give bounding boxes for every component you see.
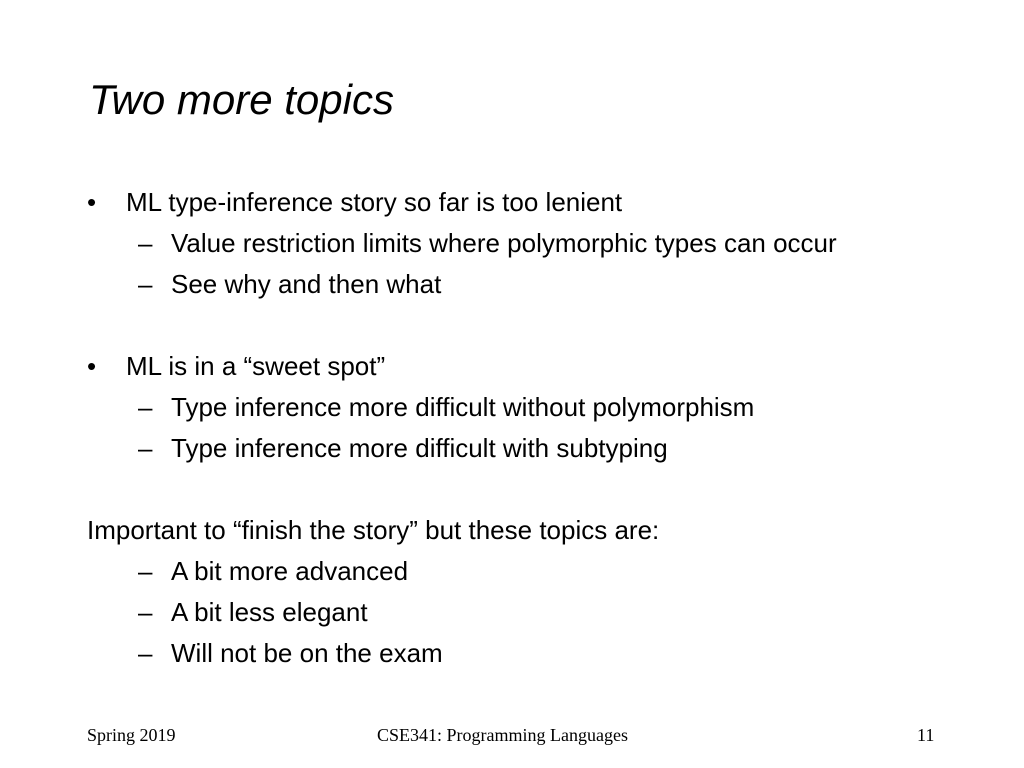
bullet-marker: • [87, 187, 97, 217]
bullet-1-sub-2-text: See why and then what [171, 269, 442, 299]
footer-date: Spring 2019 [87, 725, 176, 745]
bullet-1-sub-1-text: Value restriction limits where polymorphic types can occur [171, 228, 837, 258]
note-sub-1-text: A bit more advanced [171, 556, 409, 586]
bullet-2-sub-1-text: Type inference more difficult without polymorphism [171, 392, 755, 422]
sub-bullet-marker: – [138, 433, 153, 463]
bullet-2-sub-2-text: Type inference more difficult with subtyping [171, 433, 668, 463]
note-sub-2-text: A bit less elegant [171, 597, 368, 627]
slide-title: Two more topics [89, 76, 394, 123]
note-sub-3-text: Will not be on the exam [171, 638, 443, 668]
sub-bullet-marker: – [138, 638, 153, 668]
sub-bullet-marker: – [138, 597, 153, 627]
bullet-1-text: ML type-inference story so far is too lenient [126, 187, 623, 217]
sub-bullet-marker: – [138, 269, 153, 299]
sub-bullet-marker: – [138, 228, 153, 258]
sub-bullet-marker: – [138, 556, 153, 586]
note-text: Important to “finish the story” but these topics are: [87, 515, 660, 545]
footer-course: CSE341: Programming Languages [377, 725, 628, 745]
footer-page-number: 11 [917, 725, 935, 745]
bullet-marker: • [87, 351, 97, 381]
sub-bullet-marker: – [138, 392, 153, 422]
bullet-2-text: ML is in a “sweet spot” [126, 351, 386, 381]
